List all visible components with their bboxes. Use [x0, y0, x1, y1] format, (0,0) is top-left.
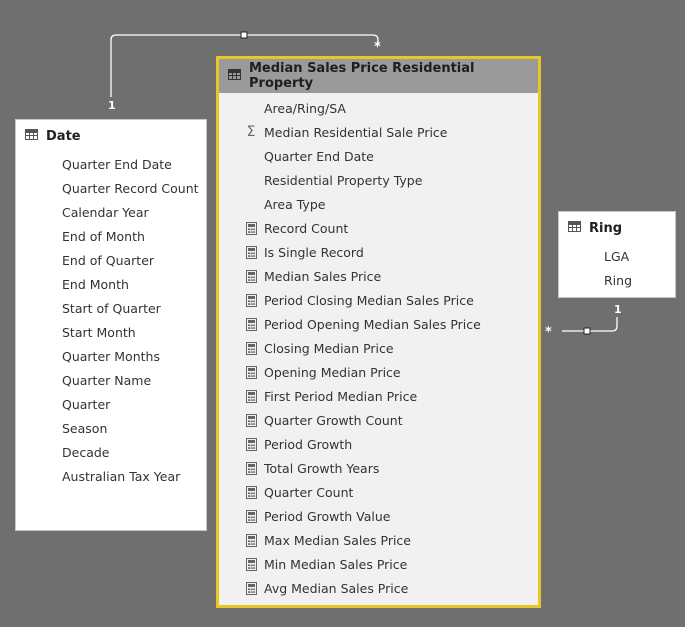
- calculator-icon: [244, 533, 258, 547]
- field-label: Quarter End Date: [62, 156, 172, 172]
- field-label: Max Median Sales Price: [264, 532, 411, 548]
- field-label: Quarter: [62, 396, 111, 412]
- table-icon: [228, 69, 241, 84]
- field-list: [559, 244, 675, 292]
- table-title: Ring: [589, 220, 623, 236]
- calculator-icon: [244, 341, 258, 355]
- calculator-icon: [244, 365, 258, 379]
- cardinality-one-ring: 1: [614, 303, 622, 316]
- field-item[interactable]: [219, 120, 538, 144]
- calculator-icon: [244, 221, 258, 235]
- field-label: Median Sales Price: [264, 268, 382, 284]
- field-item[interactable]: [219, 168, 538, 192]
- field-item[interactable]: [219, 504, 538, 528]
- cardinality-one-date: 1: [108, 99, 116, 112]
- field-item[interactable]: [219, 96, 538, 120]
- field-item[interactable]: [219, 264, 538, 288]
- calculator-icon: [244, 413, 258, 427]
- table-header[interactable]: [219, 59, 538, 93]
- field-item[interactable]: [16, 344, 206, 368]
- field-item[interactable]: [16, 272, 206, 296]
- field-item[interactable]: [16, 200, 206, 224]
- field-label: Ring: [604, 272, 633, 288]
- field-label: Quarter Growth Count: [264, 412, 403, 428]
- field-label: Season: [62, 420, 108, 436]
- field-item[interactable]: [16, 152, 206, 176]
- cardinality-many-median-right: *: [545, 325, 552, 340]
- field-label: Total Growth Years: [264, 460, 380, 476]
- sigma-icon: Σ: [246, 124, 256, 140]
- field-label: Min Median Sales Price: [264, 556, 408, 572]
- calculator-icon: [244, 293, 258, 307]
- table-median-sales-price[interactable]: [216, 56, 541, 608]
- field-item[interactable]: [219, 240, 538, 264]
- table-icon: [568, 221, 581, 236]
- calculator-icon: [244, 437, 258, 451]
- field-label: End of Month: [62, 228, 145, 244]
- field-item[interactable]: [219, 192, 538, 216]
- field-label: Quarter End Date: [264, 148, 374, 164]
- calculator-icon: [244, 509, 258, 523]
- field-item[interactable]: [219, 384, 538, 408]
- table-date[interactable]: [15, 119, 207, 531]
- field-item[interactable]: [219, 312, 538, 336]
- field-item[interactable]: [16, 416, 206, 440]
- cardinality-many-median-top: *: [374, 40, 381, 55]
- calculator-icon: [244, 557, 258, 571]
- field-label: Quarter Months: [62, 348, 160, 364]
- field-item[interactable]: [16, 440, 206, 464]
- relationship-midpoint-handle[interactable]: [584, 328, 590, 334]
- field-label: Is Single Record: [264, 244, 364, 260]
- field-item[interactable]: [16, 248, 206, 272]
- field-item[interactable]: [16, 368, 206, 392]
- calculator-icon: [244, 461, 258, 475]
- field-item[interactable]: [219, 480, 538, 504]
- field-label: First Period Median Price: [264, 388, 418, 404]
- field-item[interactable]: [16, 176, 206, 200]
- field-item[interactable]: [219, 432, 538, 456]
- table-title: Date: [46, 128, 81, 144]
- field-label: Closing Median Price: [264, 340, 394, 356]
- table-header[interactable]: [16, 120, 206, 152]
- field-label: Period Opening Median Sales Price: [264, 316, 481, 332]
- field-item[interactable]: [219, 528, 538, 552]
- field-label: LGA: [604, 248, 630, 264]
- field-label: Australian Tax Year: [62, 468, 181, 484]
- calculator-icon: [244, 581, 258, 595]
- field-item[interactable]: [219, 336, 538, 360]
- table-ring[interactable]: [558, 211, 676, 298]
- field-label: Quarter Record Count: [62, 180, 199, 196]
- field-item[interactable]: [219, 456, 538, 480]
- field-label: Avg Median Sales Price: [264, 580, 409, 596]
- field-list: [16, 152, 206, 488]
- table-icon: [25, 129, 38, 144]
- field-label: Calendar Year: [62, 204, 149, 220]
- field-label: Start of Quarter: [62, 300, 161, 316]
- field-label: Period Closing Median Sales Price: [264, 292, 474, 308]
- field-label: End of Quarter: [62, 252, 155, 268]
- field-item[interactable]: [219, 288, 538, 312]
- field-item[interactable]: [559, 268, 675, 292]
- field-label: Opening Median Price: [264, 364, 401, 380]
- field-label: Quarter Name: [62, 372, 152, 388]
- field-item[interactable]: [16, 464, 206, 488]
- field-item[interactable]: [219, 576, 538, 600]
- calculator-icon: [244, 317, 258, 331]
- field-item[interactable]: [16, 224, 206, 248]
- field-label: Residential Property Type: [264, 172, 423, 188]
- field-item[interactable]: [219, 144, 538, 168]
- field-item[interactable]: [559, 244, 675, 268]
- field-item[interactable]: [16, 296, 206, 320]
- field-item[interactable]: [16, 320, 206, 344]
- calculator-icon: [244, 245, 258, 259]
- field-item[interactable]: [219, 360, 538, 384]
- field-label: End Month: [62, 276, 129, 292]
- calculator-icon: [244, 485, 258, 499]
- field-item[interactable]: [219, 216, 538, 240]
- field-label: Area/Ring/SA: [264, 100, 346, 116]
- calculator-icon: [244, 269, 258, 283]
- field-label: Area Type: [264, 196, 326, 212]
- field-item[interactable]: [219, 552, 538, 576]
- field-label: Decade: [62, 444, 110, 460]
- relationship-midpoint-handle[interactable]: [241, 32, 247, 38]
- field-item[interactable]: [16, 392, 206, 416]
- field-label: Record Count: [264, 220, 349, 236]
- field-label: Start Month: [62, 324, 136, 340]
- field-label: Period Growth: [264, 436, 353, 452]
- field-label: Median Residential Sale Price: [264, 124, 448, 140]
- field-item[interactable]: [219, 408, 538, 432]
- calculator-icon: [244, 389, 258, 403]
- table-header[interactable]: [559, 212, 675, 244]
- field-list: [219, 93, 538, 600]
- field-label: Quarter Count: [264, 484, 354, 500]
- table-title: Median Sales Price Residential Property: [249, 61, 475, 91]
- field-label: Period Growth Value: [264, 508, 391, 524]
